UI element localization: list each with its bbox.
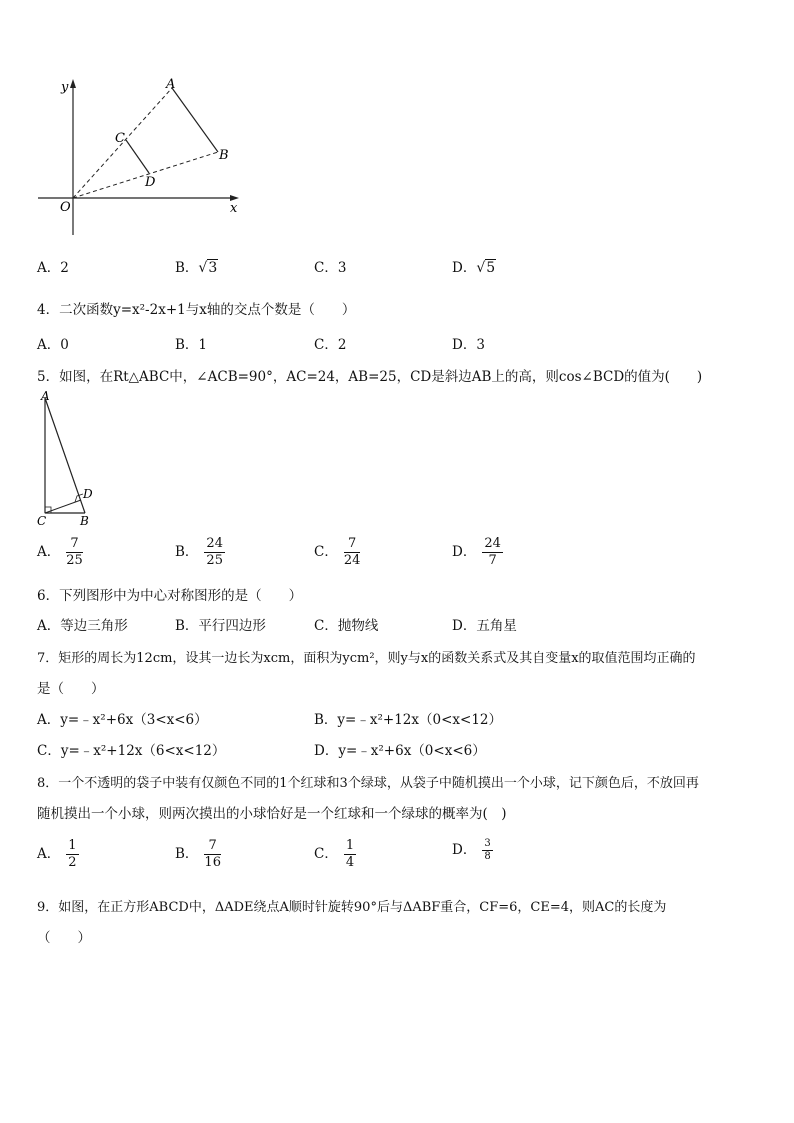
- q8-option-b[interactable]: B． $\frac{7}{16}$: [175, 838, 221, 870]
- q3-option-a[interactable]: A．2: [37, 260, 69, 276]
- y-axis-arrow: [70, 79, 76, 88]
- q4-option-d[interactable]: D．3: [452, 337, 485, 353]
- q8-question-line1: 8．一个不透明的袋子中装有仅颜色不同的1个红球和3个绿球，从袋子中随机摸出一个小球，记下颜色后，不放回再: [37, 776, 699, 791]
- q9-question-line2: （ ）: [37, 930, 91, 946]
- q7-option-b[interactable]: B．y=﹣x²+12x（0<x<12）: [314, 712, 502, 728]
- label-A: A: [166, 77, 176, 92]
- q6-option-c[interactable]: C．抛物线: [314, 618, 379, 634]
- q8-option-d[interactable]: D． $\frac{3}{8}$: [452, 838, 491, 862]
- q5-option-b[interactable]: B． $\frac{24}{25}$: [175, 536, 223, 568]
- q8-question-line2: 随机摸出一个小球，则两次摸出的小球恰好是一个红球和一个绿球的概率为( ): [37, 806, 507, 822]
- q5-option-c[interactable]: C． $\frac{7}{24}$: [314, 536, 361, 568]
- label-B: B: [80, 514, 89, 528]
- label-D: D: [145, 175, 156, 190]
- label-y: y: [61, 80, 69, 95]
- q4-question: 4．二次函数y=x²-2x+1与x轴的交点个数是（ ）: [37, 302, 356, 318]
- q7-question-line2: 是（ ）: [37, 681, 105, 697]
- label-D: D: [83, 487, 93, 501]
- q4-option-b[interactable]: B．1: [175, 337, 208, 353]
- sqrt-sign: √5: [476, 260, 496, 276]
- q8-option-a[interactable]: A． $\frac{1}{2}$: [37, 838, 77, 870]
- q5-triangle-figure: [35, 388, 100, 530]
- q4-option-c[interactable]: C．2: [314, 337, 347, 353]
- q4-option-a[interactable]: A．0: [37, 337, 69, 353]
- q6-option-d[interactable]: D．五角星: [452, 618, 517, 634]
- label-B: B: [219, 148, 229, 163]
- q3-option-b[interactable]: B．√3: [175, 260, 218, 276]
- q5-question: 5．如图，在Rt△ABC中，∠ACB=90°，AC=24，AB=25，CD是斜边AB上的高，则cos∠BCD的值为( ): [37, 369, 703, 385]
- label-C: C: [115, 131, 125, 146]
- q7-option-c[interactable]: C．y=﹣x²+12x（6<x<12）: [37, 743, 226, 759]
- label-x: x: [230, 201, 238, 216]
- q6-question: 6．下列图形中为中心对称图形的是（ ）: [37, 588, 303, 604]
- q3-coordinate-figure: [35, 75, 250, 240]
- q8-option-c[interactable]: C． $\frac{1}{4}$: [314, 838, 355, 870]
- label-O: O: [60, 200, 71, 215]
- q9-question-line1: 9．如图，在正方形ABCD中，ΔADE绕点A顺时针旋转90°后与ΔABF重合，CF=6，CE=4，则AC的长度为: [37, 900, 667, 915]
- q7-option-a[interactable]: A．y=﹣x²+6x（3<x<6）: [37, 712, 208, 728]
- segment-CD: [126, 140, 149, 173]
- q6-option-b[interactable]: B．平行四边形: [175, 618, 266, 634]
- q3-option-c[interactable]: C．3: [314, 260, 347, 276]
- segment-AB: [172, 88, 218, 152]
- q5-option-a[interactable]: A． $\frac{7}{25}$: [37, 536, 83, 568]
- label-C: C: [37, 514, 47, 528]
- q3-option-d[interactable]: D．√5: [452, 260, 496, 276]
- q5-option-d[interactable]: D． $\frac{24}{7}$: [452, 536, 501, 568]
- q7-option-d[interactable]: D．y=﹣x²+6x（0<x<6）: [314, 743, 486, 759]
- q6-option-a[interactable]: A．等边三角形: [37, 618, 128, 634]
- sqrt-sign: √3: [198, 260, 218, 276]
- q7-question-line1: 7．矩形的周长为12cm，设其一边长为xcm，面积为ycm²，则y与x的函数关系式及其自变量x的取值范围均正确的: [37, 651, 696, 666]
- label-A: A: [41, 389, 50, 403]
